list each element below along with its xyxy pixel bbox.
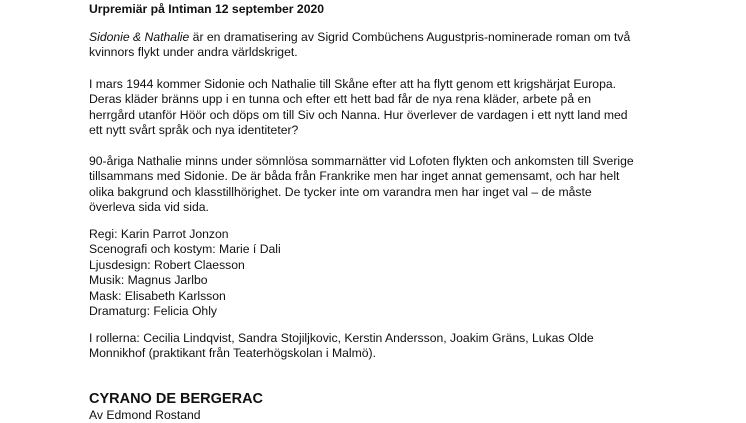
memory-line: olika bakgrund och klasstillhörighet. De tycker inte om varandra men har inget val – de måste xyxy=(89,184,592,199)
credit-lighting: Ljusdesign: Robert Claesson xyxy=(89,257,245,272)
memory-line: 90-åriga Nathalie minns under sömnlösa sommarnätter vid Lofoten flykten och ankomsten till Sverige xyxy=(89,154,634,168)
story-line: herrgård utanför Höör och döps om till Siv och Nanna. Hur överlever de vardagen i ett nytt land med xyxy=(89,107,628,122)
intro-paragraph xyxy=(89,30,689,61)
intro-line-1 xyxy=(89,30,689,45)
credit-director: Regi: Karin Parrot Jonzon xyxy=(89,227,229,241)
cast-line: I rollerna: Cecilia Lindqvist, Sandra Stojiljkovic, Kerstin Andersson, Joakim Gräns, Lukas Olde xyxy=(89,331,594,345)
play-title: Sidonie & Nathalie xyxy=(89,30,190,44)
story-line: I mars 1944 kommer Sidonie och Nathalie till Skåne efter att ha flytt genom ett krigshärjat Europa. xyxy=(89,77,617,91)
memory-line: tillsammans med Sidonie. De är båda från Frankrike men har inget annat gemensamt, och har helt xyxy=(89,169,620,184)
story-paragraph xyxy=(89,77,689,139)
story-line: ett nytt svårt språk och nya identiteter? xyxy=(89,123,299,138)
section-title: CYRANO DE BERGERAC xyxy=(89,391,264,407)
credit-scenography: Scenografi och kostym: Marie í Dali xyxy=(89,242,281,257)
cast-paragraph xyxy=(89,331,689,362)
memory-paragraph xyxy=(89,154,689,216)
memory-line: överleva sida vid sida. xyxy=(89,200,209,215)
credit-makeup: Mask: Elisabeth Karlsson xyxy=(89,288,226,303)
premiere-heading: Urpremiär på Intiman 12 september 2020 xyxy=(89,2,325,16)
cast-line: Monnikhof (praktikant från Teaterhögskolan i Malmö). xyxy=(89,346,376,361)
credit-dramaturg: Dramaturg: Felicia Ohly xyxy=(89,304,218,319)
credits-list xyxy=(89,227,689,319)
section-author: Av Edmond Rostand xyxy=(89,408,201,422)
intro-line-2: kvinnors flykt under andra världskriget. xyxy=(89,45,298,60)
intro-line-1-rest: är en dramatisering av Sigrid Combüchens Augustpris-nominerade roman om två xyxy=(189,30,631,44)
story-line: Deras kläder bränns upp i en tunna och efter ett hett bad får de nya rena kläder, arbete på en xyxy=(89,92,592,107)
credit-music: Musik: Magnus Jarlbo xyxy=(89,273,208,288)
